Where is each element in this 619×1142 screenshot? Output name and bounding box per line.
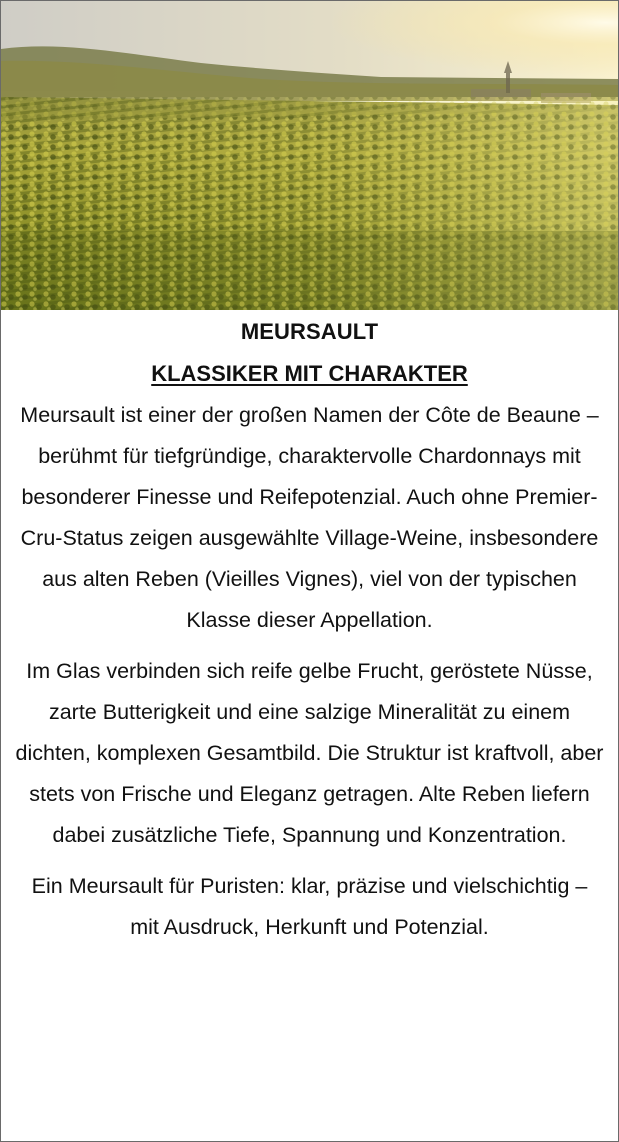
article-title: MEURSAULT	[240, 319, 379, 344]
paragraph-conclusion: Ein Meursault für Puristen: klar, präzise und vielschichtig – mit Ausdruck, Herkunft und Potenzial.	[31, 874, 588, 939]
article-content	[1, 310, 618, 1141]
vineyard-hero-image	[1, 1, 618, 310]
paragraph-intro: Meursault ist einer der großen Namen der Côte de Beaune – berühmt für tiefgründige, charaktervolle Chardonnays mit besonderer Finesse und Reifepotenzial. Auch ohne Premier-Cru-Status zeigen ausgewählte Village-Weine, insbesondere aus alten Reben (Vieilles Vignes), viel von der typischen Klasse dieser Appellation.	[20, 403, 599, 632]
article-subtitle: KLASSIKER MIT CHARAKTER	[151, 361, 468, 386]
paragraph-tasting: Im Glas verbinden sich reife gelbe Frucht, geröstete Nüsse, zarte Butterigkeit und eine salzige Mineralität zu einem dichten, komplexen Gesamtbild. Die Struktur ist kraftvoll, aber stets von Frische und Eleganz getragen. Alte Reben liefern dabei zusätzliche Tiefe, Spannung und Konzentration.	[15, 659, 604, 847]
